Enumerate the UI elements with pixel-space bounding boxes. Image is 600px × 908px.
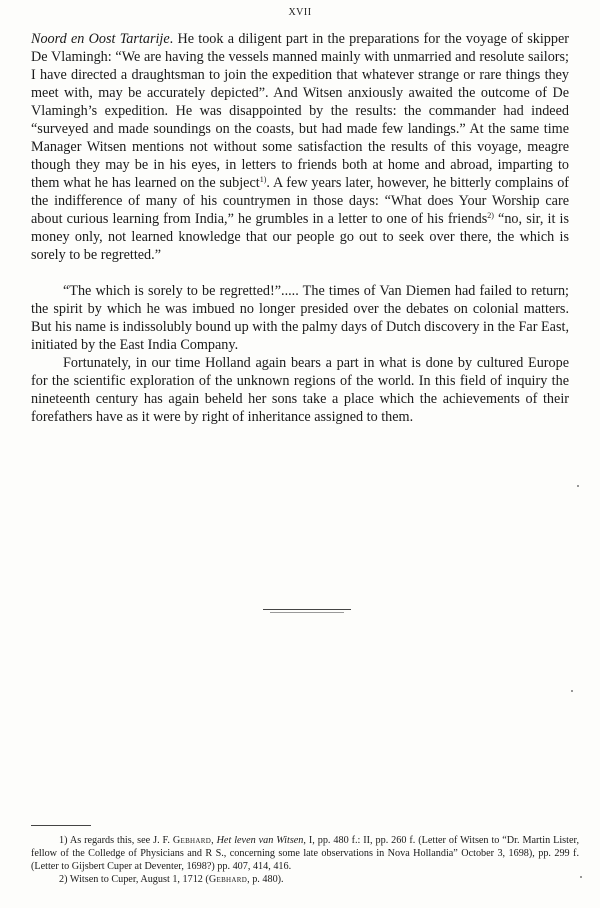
book-title: Het leven van Witsen xyxy=(216,835,304,846)
footnote-1 xyxy=(31,834,579,873)
author-name: Gebhard xyxy=(172,835,212,846)
footnote-ref-1: 1) xyxy=(259,175,267,184)
paragraph: Fortunately, in our time Holland again bears a part in what is done by cultured Europe for the scientific exploration of the unknown regions of the world. In this field of inquiry the nineteenth century has again beheld her sons take a place which the achievements of their forefathers have as it were by right of inheritance assigned to them. xyxy=(31,355,569,425)
print-speck xyxy=(580,876,582,878)
text-run: . He took a diligent part in the preparations for the voyage of skipper De Vlamingh: “We are having the vessels manned mainly with unmarried and resolute sailors; I have directed a draughtsman to join the expedition that whatever strange or rare things they meet with, may be accurately depicted”. And Witsen anxiously awaited the outcome of De Vlamingh’s expedition. He was disappointed by the results: the commander had indeed “surveyed and made soundings on the coasts, but had made few landings.” At the same time Manager Witsen mentions not without some satisfaction the results of this voyage, meagre though they may be in his eyes, in letters to friends both at home and abroad, imparting to them what he has learned on the subject xyxy=(31,31,569,191)
italic-title: Noord en Oost Tartarije xyxy=(31,31,170,47)
text-run: , p. 480). xyxy=(247,874,284,885)
text-run: As regards this, see J. F. xyxy=(67,835,173,846)
footnote-ref-2: 2) xyxy=(487,211,494,220)
text-run: “no, sir, it is money only, not learned knowledge that our people go out to seek over there, the which is sorely to be regretted.” xyxy=(31,211,569,263)
footnote-marker: 1) xyxy=(59,835,68,846)
author-name: Gebhard xyxy=(208,874,248,885)
text-run: Witsen to Cuper, August 1, 1712 ( xyxy=(67,874,209,885)
footnotes xyxy=(31,834,579,886)
footnote-rule xyxy=(31,825,91,826)
section-divider xyxy=(263,609,351,610)
body-text xyxy=(31,30,569,426)
text-run: , xyxy=(211,835,217,846)
page-number: XVII xyxy=(288,7,312,18)
print-speck xyxy=(571,690,573,692)
paragraph xyxy=(31,30,569,264)
text-run: . A few years later, however, he bitterly complains of the indifference of many of his countrymen in those days: “What does Your Worship care about curious learning from India,” he grumbles in a letter to one of his friends xyxy=(31,175,570,227)
footnote-marker: 2) xyxy=(59,874,68,885)
footnote-2 xyxy=(31,873,579,886)
section-divider-secondary xyxy=(270,612,344,613)
paragraph: “The which is sorely to be regretted!”..... The times of Van Diemen had failed to return; the spirit by which he was imbued no longer presided over the debates on colonial matters. But his name is indissolubly bound up with the palmy days of Dutch discovery in the Far East, initiated by the East India Company. xyxy=(31,283,569,353)
text-run: , I, pp. 480 f.: II, pp. 260 f. (Letter of Witsen to “Dr. Martin Lister, fellow of the Colledge of Physicians and R S., concerning some late observations in Nova Hollandia” October 3, 1698), pp. 299 f. (Letter to Gijsbert Cuper at Deventer, 1698?) pp. 407, 414, 416. xyxy=(31,835,579,872)
print-speck xyxy=(577,485,579,487)
